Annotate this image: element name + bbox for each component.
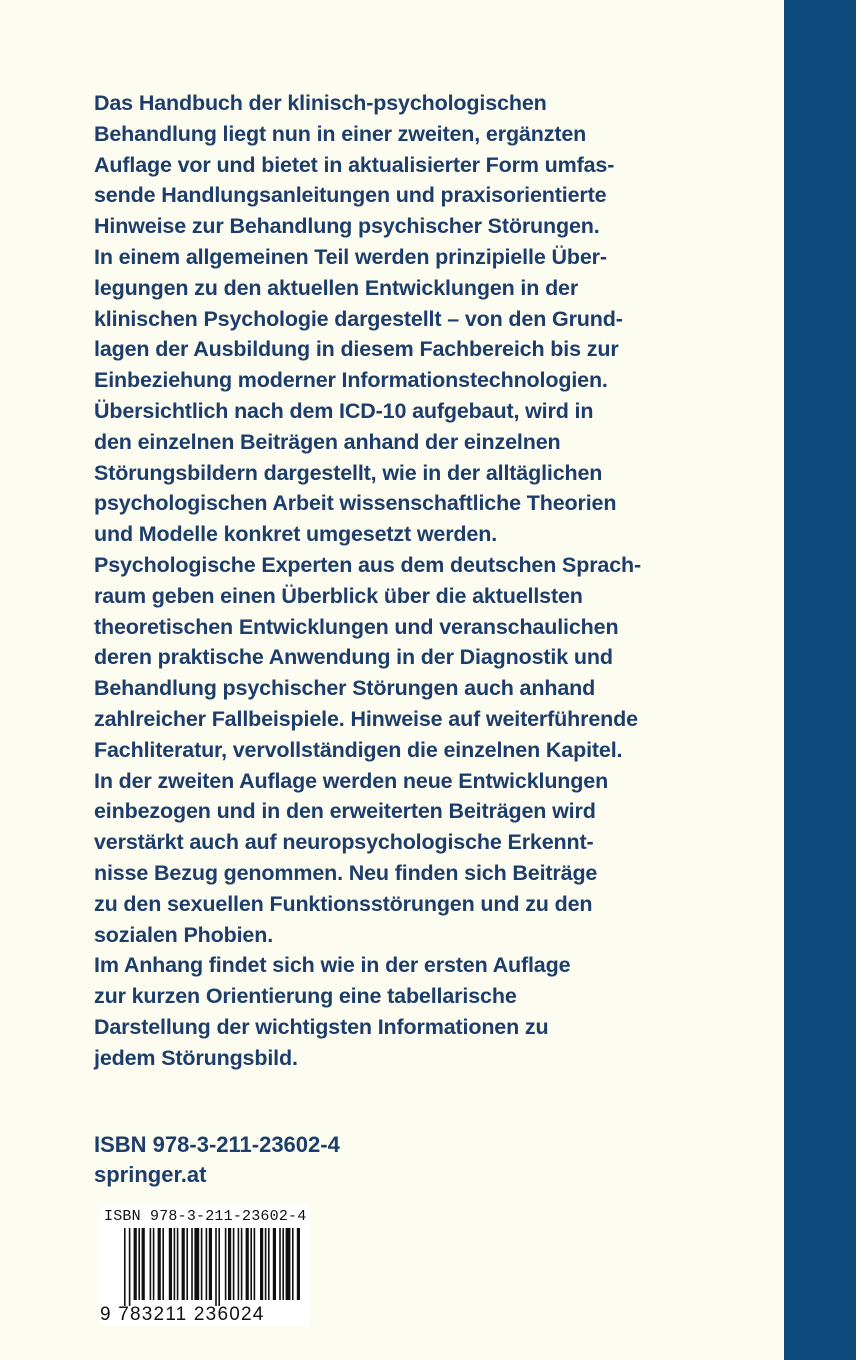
blurb-line: Psychologische Experten aus dem deutschen Sprach- [94, 552, 642, 577]
barcode-bar [186, 1228, 188, 1300]
barcode-bar [250, 1228, 252, 1300]
barcode-bar [129, 1228, 131, 1306]
blurb-line: zu den sexuellen Funktionsstörungen und zu den [94, 891, 593, 916]
barcode-bar [218, 1228, 220, 1306]
barcode-bars [100, 1228, 300, 1306]
blurb-line: zahlreicher Fallbeispiele. Hinweise auf weiterführende [94, 706, 638, 731]
barcode-bar [174, 1228, 176, 1300]
barcode-bar [260, 1228, 263, 1300]
blurb-line: sende Handlungsanleitungen und praxisorientierte [94, 183, 607, 208]
blurb-line: Im Anhang findet sich wie in der ersten Auflage [94, 953, 571, 978]
barcode-bar [286, 1228, 291, 1300]
blurb-line: klinischen Psychologie dargestellt – von den Grund- [94, 306, 623, 331]
barcode-bar [238, 1228, 240, 1300]
barcode-bar [153, 1228, 155, 1300]
blurb-line: den einzelnen Beiträgen anhand der einzelnen [94, 429, 561, 454]
isbn-label: ISBN 978-3-211-23602-4 [94, 1132, 340, 1157]
blurb-line: Auflage vor und bietet in aktualisierter Form umfas- [94, 152, 615, 177]
book-spine [784, 0, 856, 1360]
blurb-line: Behandlung psychischer Störungen auch anhand [94, 676, 596, 701]
barcode-bar [201, 1228, 203, 1300]
blurb-text [94, 88, 694, 1074]
barcode-bar [191, 1228, 193, 1300]
blurb-line: raum geben einen Überblick über die aktuellsten [94, 583, 583, 608]
blurb-line: jedem Störungsbild. [94, 1045, 298, 1070]
barcode-bar [169, 1228, 172, 1300]
barcode-bar [241, 1228, 243, 1300]
barcode-bar [273, 1228, 276, 1300]
barcode-bar [265, 1228, 267, 1300]
blurb-line: lagen der Ausbildung in diesem Fachbereich bis zur [94, 337, 619, 362]
blurb-line: Behandlung liegt nun in einer zweiten, ergänzten [94, 121, 587, 146]
barcode-bar [268, 1228, 270, 1300]
barcode-bar [182, 1228, 185, 1300]
barcode-bar [158, 1228, 161, 1300]
barcode-bar [150, 1228, 152, 1300]
blurb-line: Störungsbildern dargestellt, wie in der alltäglichen [94, 460, 603, 485]
blurb-line: Das Handbuch der klinisch-psychologischen [94, 91, 547, 115]
blurb-line: nisse Bezug genommen. Neu finden sich Beiträge [94, 860, 598, 885]
barcode-bar [233, 1228, 235, 1300]
barcode-bar [142, 1228, 145, 1300]
barcode-bar [124, 1228, 126, 1306]
isbn-block [94, 1130, 340, 1190]
blurb-line: verstärkt auch auf neuropsychologische Erkennt- [94, 830, 594, 855]
barcode-bar [228, 1228, 231, 1300]
blurb-line: deren praktische Anwendung in der Diagnostik und [94, 645, 613, 670]
barcode-bar [162, 1228, 164, 1300]
barcode-bar [225, 1228, 227, 1300]
blurb-line: legungen zu den aktuellen Entwicklungen in der [94, 275, 579, 300]
blurb-line: psychologischen Arbeit wissenschaftliche Theorien [94, 491, 617, 516]
barcode-bar [254, 1228, 256, 1300]
barcode-bar [279, 1228, 281, 1300]
blurb-line: Hinweise zur Behandlung psychischer Störungen. [94, 214, 600, 239]
blurb-line: theoretischen Entwicklungen und veranschaulichen [94, 614, 619, 639]
blurb-line: zur kurzen Orientierung eine tabellarische [94, 984, 517, 1009]
barcode-bar [215, 1228, 217, 1306]
barcode-bar [194, 1228, 199, 1300]
blurb-line: In der zweiten Auflage werden neue Entwicklungen [94, 768, 609, 793]
barcode-bar [177, 1228, 179, 1300]
publisher-website: springer.at [94, 1162, 207, 1187]
blurb-line: einbezogen und in den erweiterten Beiträgen wird [94, 799, 596, 824]
blurb-line: In einem allgemeinen Teil werden prinzipielle Über- [94, 244, 607, 269]
barcode-bar [282, 1228, 284, 1300]
blurb-line: Übersichtlich nach dem ICD-10 aufgebaut, wird in [94, 398, 594, 423]
barcode-bar [206, 1228, 208, 1300]
barcode-bar [292, 1228, 294, 1300]
blurb-line: sozialen Phobien. [94, 922, 274, 947]
blurb-line: und Modelle konkret umgesetzt werden. [94, 522, 498, 547]
barcode-bar [134, 1228, 137, 1300]
barcode-bar [138, 1228, 140, 1300]
blurb-line: Einbeziehung moderner Informationstechnologien. [94, 368, 608, 393]
barcode [100, 1206, 310, 1326]
barcode-bar [246, 1228, 249, 1300]
blurb-line: Darstellung der wichtigsten Informationen zu [94, 1014, 549, 1039]
barcode-bar [297, 1228, 300, 1300]
barcode-number: 9 783211 236024 [100, 1304, 265, 1325]
barcode-bar [209, 1228, 212, 1300]
barcode-isbn-text: ISBN 978-3-211-23602-4 [104, 1208, 307, 1225]
blurb-line: Fachliteratur, vervollständigen die einzelnen Kapitel. [94, 737, 623, 762]
